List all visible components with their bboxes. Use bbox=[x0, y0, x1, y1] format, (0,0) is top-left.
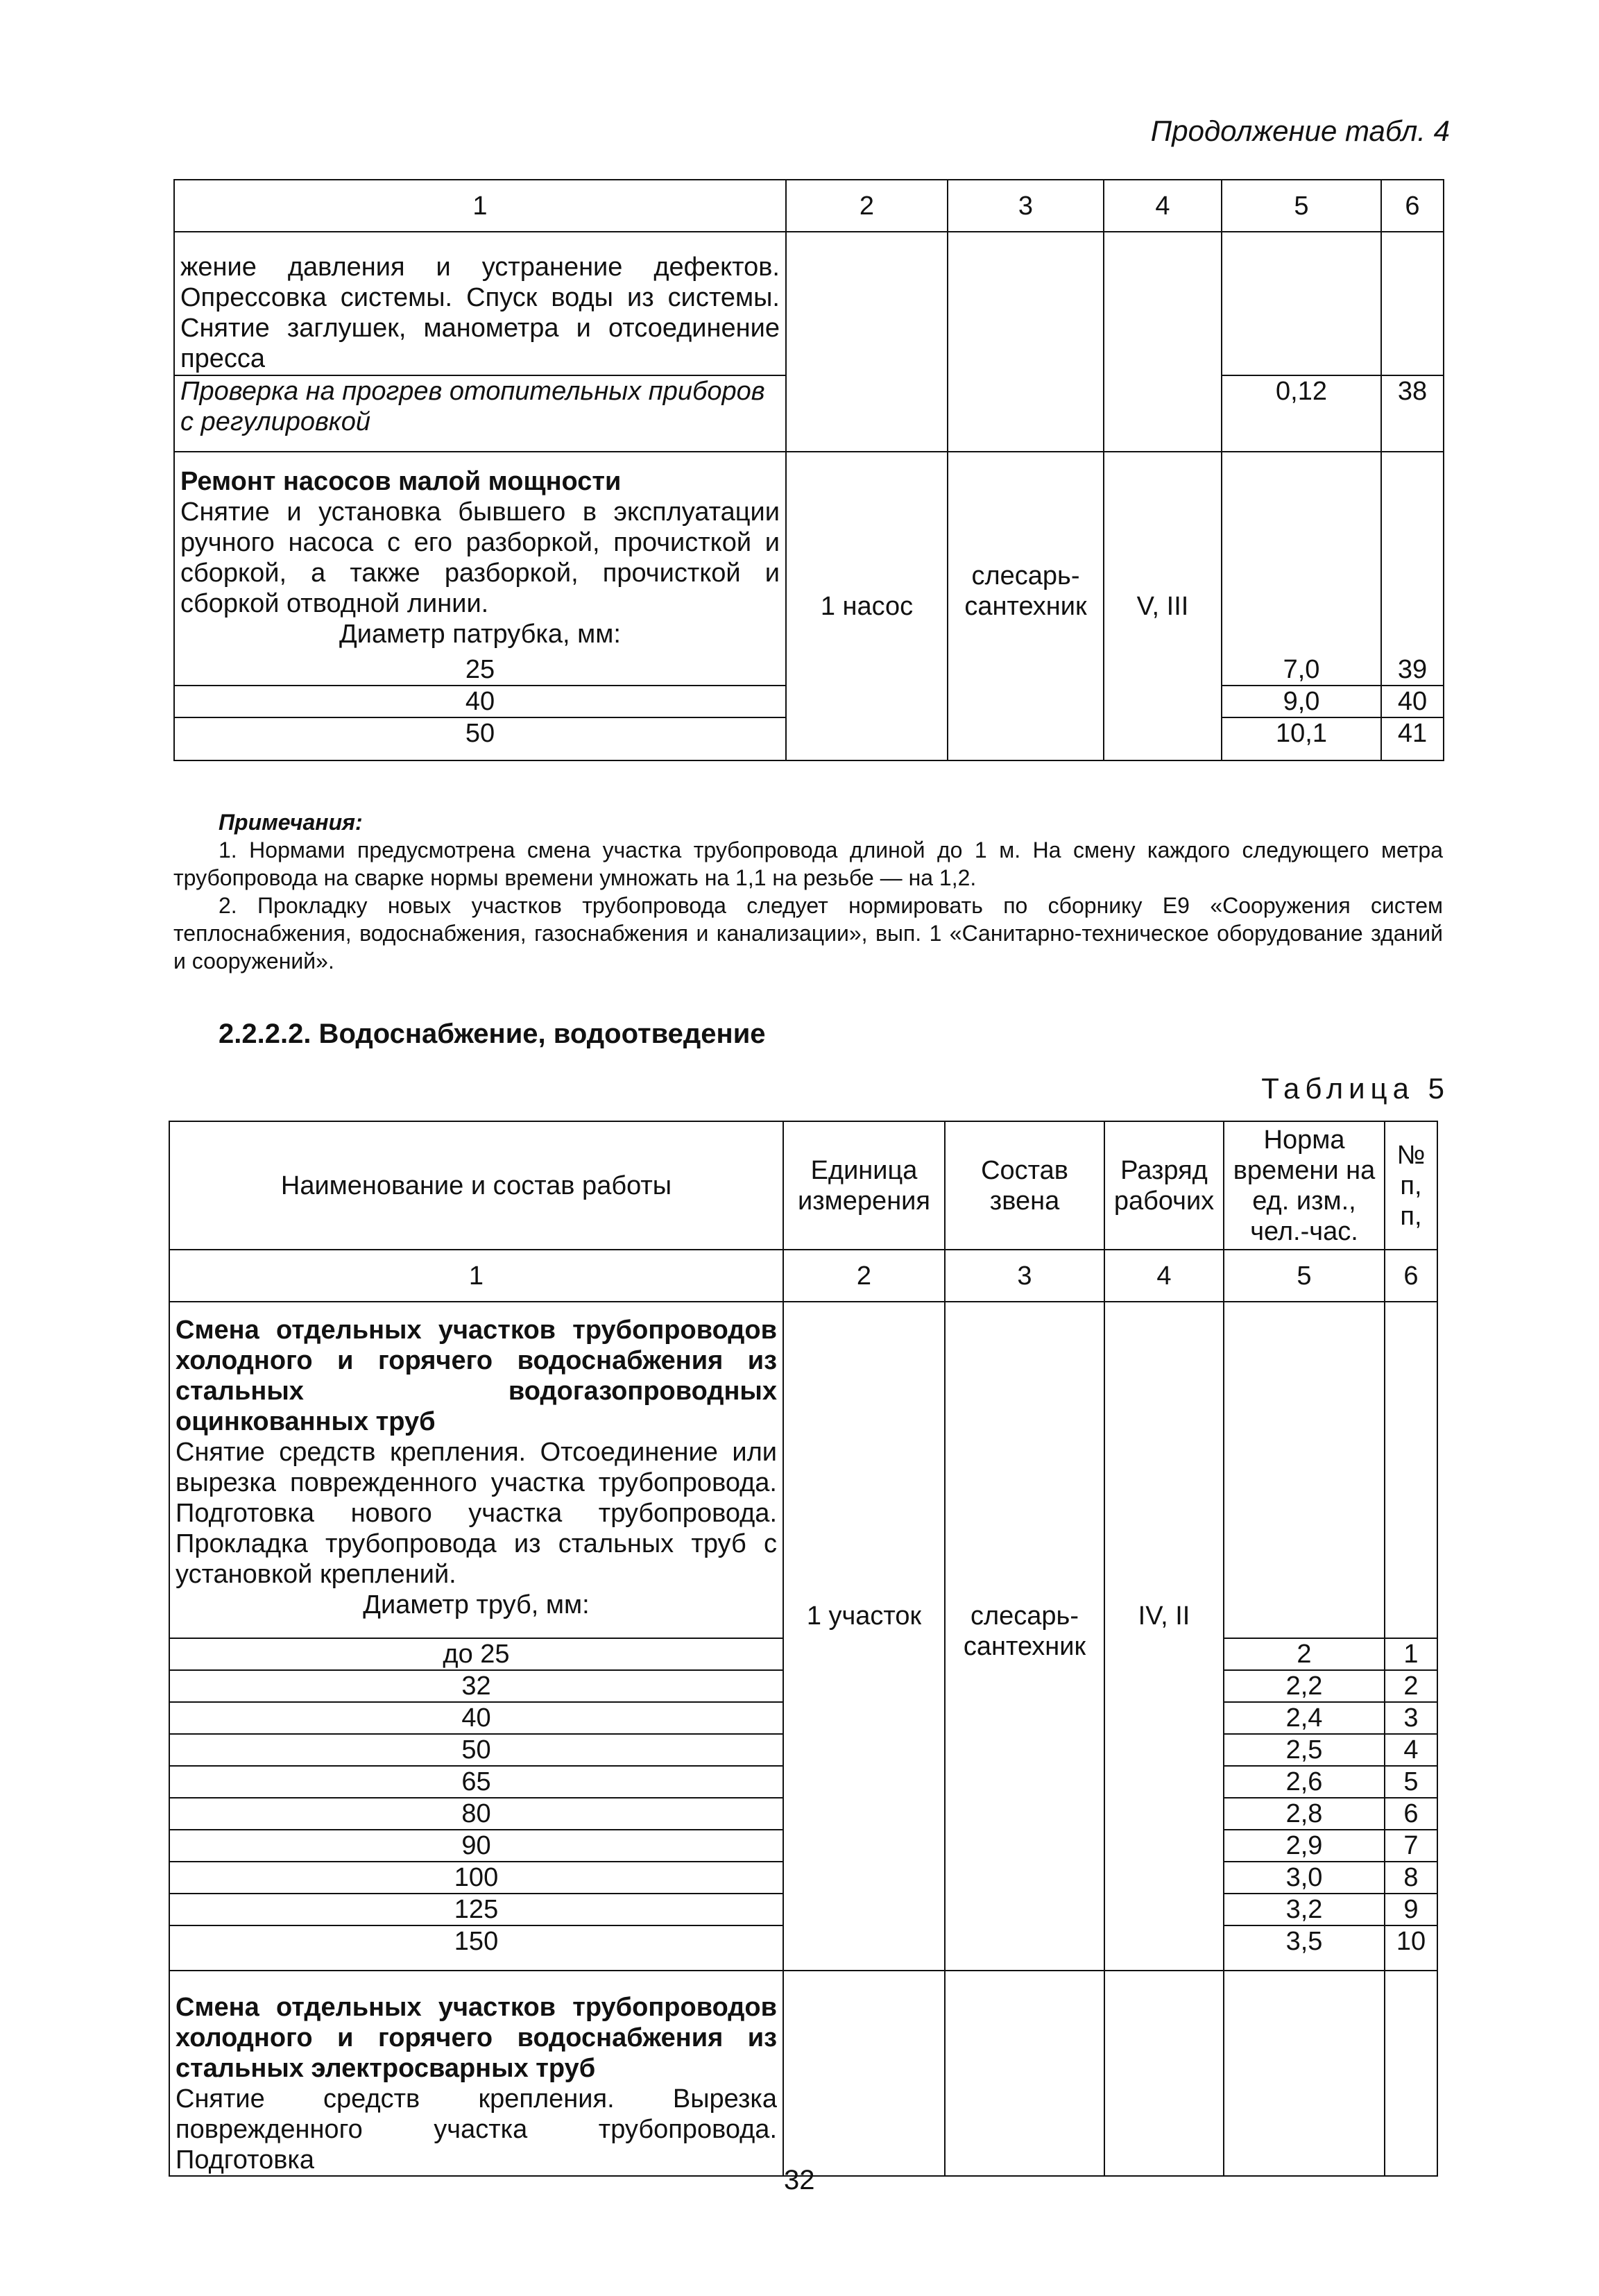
table-row bbox=[169, 1302, 1437, 1638]
crew: слесарь-сантехник bbox=[945, 1302, 1104, 1971]
norm-value: 9,0 bbox=[1222, 686, 1381, 717]
col-num: 4 bbox=[1104, 1250, 1224, 1302]
norm-value: 10,1 bbox=[1222, 717, 1381, 760]
diameter: 65 bbox=[169, 1766, 783, 1798]
note-item: 1. Нормами предусмотрена смена участка трубопровода длиной до 1 м. На смену каждого следующего метра трубопровода на сварке нормы времени умножать на 1,1 на резьбе — на 1,2. bbox=[173, 837, 1443, 890]
norm-value: 2,2 bbox=[1224, 1670, 1385, 1702]
diameter: 50 bbox=[174, 717, 786, 760]
header-grade: Разряд рабочих bbox=[1104, 1121, 1224, 1250]
unit: 1 участок bbox=[783, 1302, 945, 1971]
table-row bbox=[174, 452, 1444, 654]
norm-value: 2 bbox=[1224, 1638, 1385, 1670]
table-row bbox=[174, 232, 1444, 375]
diameter: 25 bbox=[174, 654, 786, 686]
diameter: 32 bbox=[169, 1670, 783, 1702]
diameter: 100 bbox=[169, 1862, 783, 1894]
col-num: 3 bbox=[948, 180, 1104, 232]
table-row bbox=[169, 1971, 1437, 2176]
header-unit: Единица измерения bbox=[783, 1121, 945, 1250]
row-number: 10 bbox=[1385, 1925, 1437, 1971]
table-label: Таблица 5 bbox=[1261, 1072, 1450, 1105]
norm-value: 2,5 bbox=[1224, 1734, 1385, 1766]
row-number: 9 bbox=[1385, 1894, 1437, 1925]
col-num: 6 bbox=[1385, 1250, 1437, 1302]
norm-value: 0,12 bbox=[1222, 375, 1381, 452]
row-number: 7 bbox=[1385, 1830, 1437, 1862]
header-crew: Состав звена bbox=[945, 1121, 1104, 1250]
row-number: 3 bbox=[1385, 1702, 1437, 1734]
row-number: 6 bbox=[1385, 1798, 1437, 1830]
col-num: 5 bbox=[1222, 180, 1381, 232]
diameter: 40 bbox=[174, 686, 786, 717]
norm-value: 2,6 bbox=[1224, 1766, 1385, 1798]
col-num: 4 bbox=[1104, 180, 1222, 232]
norm-value: 2,4 bbox=[1224, 1702, 1385, 1734]
work-title: Ремонт насосов малой мощности bbox=[180, 467, 622, 496]
diameter-label: Диаметр патрубка, мм: bbox=[339, 620, 621, 649]
norm-value: 3,0 bbox=[1224, 1862, 1385, 1894]
notes-title: Примечания: bbox=[219, 810, 363, 835]
work-description: жение давления и устранение дефектов. Опрессовка системы. Спуск воды из системы. Снятие заглушек, манометра и отсоединение пресса bbox=[174, 232, 786, 375]
diameter: до 25 bbox=[169, 1638, 783, 1670]
row-number: 39 bbox=[1381, 654, 1444, 686]
row-number: 38 bbox=[1381, 375, 1444, 452]
col-num: 5 bbox=[1224, 1250, 1385, 1302]
work-name: Проверка на прогрев отопительных приборов с регулировкой bbox=[174, 375, 786, 452]
table-4 bbox=[173, 179, 1444, 761]
col-num: 3 bbox=[945, 1250, 1104, 1302]
row-number: 4 bbox=[1385, 1734, 1437, 1766]
table-5 bbox=[169, 1121, 1438, 2177]
column-number-row bbox=[169, 1250, 1437, 1302]
header-norm: Норма времени на ед. изм., чел.-час. bbox=[1224, 1121, 1385, 1250]
crew: слесарь-сантехник bbox=[948, 452, 1104, 760]
section-heading: 2.2.2.2. Водоснабжение, водоотведение bbox=[219, 1019, 766, 1049]
work-description: Снятие средств крепления. Вырезка поврежденного участка трубопровода. Подготовка bbox=[176, 2084, 777, 2175]
row-number: 41 bbox=[1381, 717, 1444, 760]
norm-value: 3,5 bbox=[1224, 1925, 1385, 1971]
diameter-label: Диаметр труб, мм: bbox=[363, 1590, 590, 1619]
unit: 1 насос bbox=[786, 452, 948, 760]
work-title: Смена отдельных участков трубопроводов холодного и горячего водоснабжения из стальных электросварных труб bbox=[176, 1993, 777, 2083]
norm-value: 2,9 bbox=[1224, 1830, 1385, 1862]
norm-value: 3,2 bbox=[1224, 1894, 1385, 1925]
header-row bbox=[169, 1121, 1437, 1250]
row-number: 8 bbox=[1385, 1862, 1437, 1894]
grade: IV, II bbox=[1104, 1302, 1224, 1971]
norm-value: 7,0 bbox=[1222, 654, 1381, 686]
diameter: 40 bbox=[169, 1702, 783, 1734]
col-num: 2 bbox=[786, 180, 948, 232]
norm-value: 2,8 bbox=[1224, 1798, 1385, 1830]
diameter: 150 bbox=[169, 1925, 783, 1971]
column-number-row bbox=[174, 180, 1444, 232]
row-number: 2 bbox=[1385, 1670, 1437, 1702]
work-description: Снятие средств крепления. Отсоединение или вырезка поврежденного участка трубопровода. Подготовка нового участка трубопровода. Прокладка трубопровода из стальных труб с установкой креплений. bbox=[176, 1438, 777, 1589]
work-description: Снятие и установка бывшего в эксплуатации ручного насоса с его разборкой, прочисткой и сборкой, а также разборкой, прочисткой и сборкой отводной линии. bbox=[180, 498, 780, 618]
col-num: 1 bbox=[169, 1250, 783, 1302]
row-number: 5 bbox=[1385, 1766, 1437, 1798]
continuation-label: Продолжение табл. 4 bbox=[1150, 114, 1450, 147]
page-number: 32 bbox=[784, 2165, 815, 2195]
header-name: Наименование и состав работы bbox=[169, 1121, 783, 1250]
diameter: 50 bbox=[169, 1734, 783, 1766]
diameter: 80 bbox=[169, 1798, 783, 1830]
note-item: 2. Прокладку новых участков трубопровода следует нормировать по сборнику Е9 «Сооружения систем теплоснабжения, водоснабжения, газоснабжения и канализации», вып. 1 «Санитарно-техническое оборудование зданий и сооружений». bbox=[173, 893, 1443, 973]
grade: V, III bbox=[1104, 452, 1222, 760]
header-num: № п, п, bbox=[1385, 1121, 1437, 1250]
col-num: 2 bbox=[783, 1250, 945, 1302]
diameter: 90 bbox=[169, 1830, 783, 1862]
row-number: 1 bbox=[1385, 1638, 1437, 1670]
row-number: 40 bbox=[1381, 686, 1444, 717]
col-num: 1 bbox=[174, 180, 786, 232]
col-num: 6 bbox=[1381, 180, 1444, 232]
diameter: 125 bbox=[169, 1894, 783, 1925]
work-title: Смена отдельных участков трубопроводов холодного и горячего водоснабжения из стальных водогазопроводных оцинкованных труб bbox=[176, 1316, 777, 1436]
notes bbox=[173, 808, 1443, 975]
